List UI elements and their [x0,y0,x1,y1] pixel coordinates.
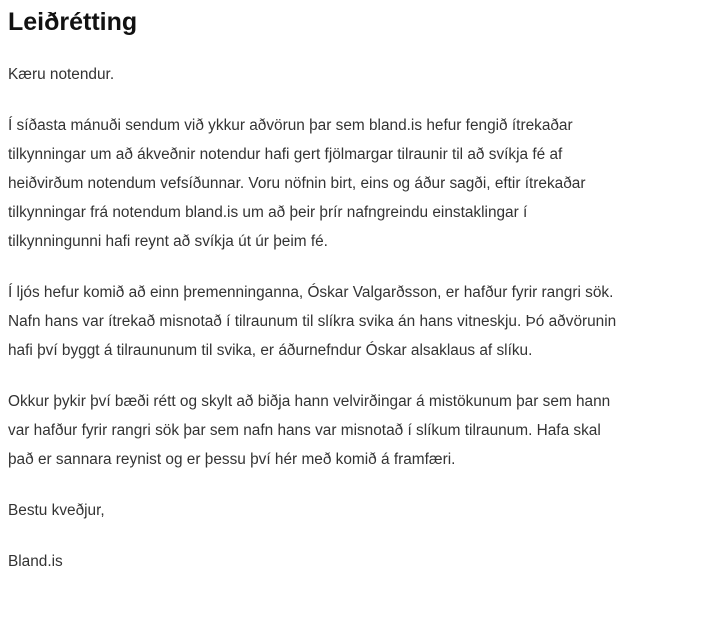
closing: Bestu kveðjur, [8,502,105,519]
paragraph-line: það er sannara reynist og er þessu því hér með komið á framfæri. [8,451,456,468]
paragraph-line: Nafn hans var ítrekað misnotað í tilraunum til slíkra svika án hans vitneskju. Þó aðvörunin [8,313,617,330]
paragraph-line: tilkynningunni hafi reynt að svíkja út úr þeim fé. [8,233,328,250]
paragraph-line: var hafður fyrir rangri sök þar sem nafn hans var misnotað í slíkum tilraunum. Hafa skal [8,422,601,439]
paragraph-3 [8,387,713,474]
paragraph-line: Í síðasta mánuði sendum við ykkur aðvörun þar sem bland.is hefur fengið ítrekaðar [8,117,573,134]
paragraph-line: Okkur þykir því bæði rétt og skylt að biðja hann velvirðingar á mistökunum þar sem hann [8,393,611,410]
signature: Bland.is [8,553,63,570]
paragraph-line: tilkynningar frá notendum bland.is um að þeir þrír nafngreindu einstaklingar í [8,204,528,221]
paragraph-line: Í ljós hefur komið að einn þremenninganna, Óskar Valgarðsson, er hafður fyrir rangri sök. [8,284,614,301]
paragraph-line: heiðvirðum notendum vefsíðunnar. Voru nöfnin birt, eins og áður sagði, eftir ítrekaðar [8,175,586,192]
page-title: Leiðrétting [8,8,138,36]
paragraph-line: tilkynningar um að ákveðnir notendur hafi gert fjölmargar tilraunir til að svíkja fé af [8,146,563,163]
greeting: Kæru notendur. [8,66,115,83]
article-body [8,60,713,598]
paragraph-1 [8,111,713,256]
paragraph-2 [8,278,713,365]
paragraph-line: hafi því byggt á tilraununum til svika, er áðurnefndur Óskar alsaklaus af slíku. [8,342,533,359]
